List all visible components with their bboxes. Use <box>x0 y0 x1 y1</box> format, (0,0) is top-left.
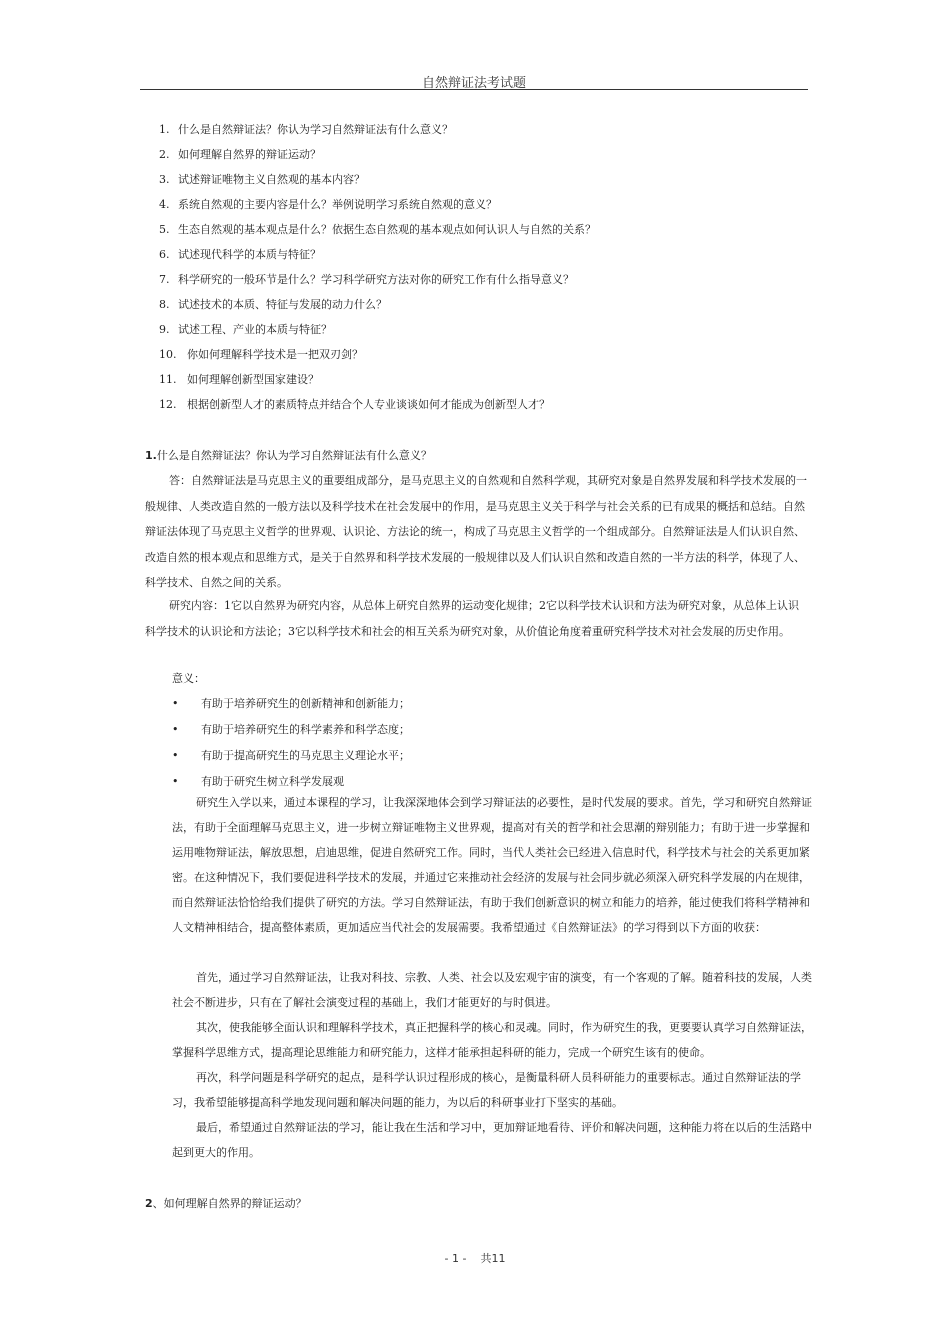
page-number: - 1 - <box>444 1252 467 1265</box>
q1-research-content: 研究内容：1它以自然界为研究内容，从总体上研究自然界的运动变化规律；2它以科学技术认识和方法为研究对象，从总体上认识科学技术的认识论和方法论；3它以科学技术和社会的相互关系为研究对象，从价值论角度着重研究科学技术对社会发展的历史作用。 <box>145 599 799 638</box>
question-list-item <box>159 396 596 421</box>
question-text: 如何理解创新型国家建设？ <box>187 373 319 386</box>
essay-paragraph: 首先，通过学习自然辩证法，让我对科技、宗教、人类、社会以及宏观宇宙的演变，有一个客观的了解。随着科技的发展，人类社会不断进步，只有在了解社会演变过程的基础上，我们才能更好的与时俱进。 <box>172 971 812 1009</box>
meaning-text: 有助于提高研究生的马克思主义理论水平； <box>201 749 410 762</box>
page-total: 共11 <box>480 1252 506 1265</box>
meaning-list-item <box>172 721 410 747</box>
page-footer <box>0 1250 950 1266</box>
question-list <box>159 121 596 421</box>
question-text: 系统自然观的主要内容是什么？举例说明学习系统自然观的意义？ <box>178 198 497 211</box>
meaning-text: 有助于研究生树立科学发展观 <box>201 775 344 788</box>
bullet-icon: • <box>172 697 179 710</box>
essay-paragraph: 再次，科学问题是科学研究的起点，是科学认识过程形成的核心，是衡量科研人员科研能力的重要标志。通过自然辩证法的学习，我希望能够提高科学地发现问题和解决问题的能力，为以后的科研事业打下坚实的基础。 <box>172 1071 801 1109</box>
question-text: 试述工程、产业的本质与特征？ <box>178 323 332 336</box>
question-number: 3. <box>159 173 170 186</box>
question-number: 1. <box>159 123 170 136</box>
q1-heading <box>145 447 432 465</box>
q2-number: 2 <box>145 1197 153 1210</box>
question-text: 如何理解自然界的辩证运动？ <box>178 148 321 161</box>
question-list-item <box>159 296 596 321</box>
meaning-list-item <box>172 747 410 773</box>
question-list-item <box>159 346 596 371</box>
question-number: 6. <box>159 248 170 261</box>
question-text: 什么是自然辩证法？你认为学习自然辩证法有什么意义？ <box>178 123 453 136</box>
meaning-label: 意义： <box>172 672 205 685</box>
header-divider <box>140 89 808 90</box>
question-list-item <box>159 246 596 271</box>
question-text: 你如何理解科学技术是一把双刃剑？ <box>187 348 363 361</box>
question-number: 4. <box>159 198 170 211</box>
page-header-title: 自然辩证法考试题 <box>421 76 526 91</box>
question-text: 试述现代科学的本质与特征？ <box>178 248 321 261</box>
meaning-text: 有助于培养研究生的创新精神和创新能力； <box>201 697 410 710</box>
meaning-list-item <box>172 695 410 721</box>
q1-title: 什么是自然辩证法？你认为学习自然辩证法有什么意义？ <box>156 449 432 462</box>
question-number: 9. <box>159 323 170 336</box>
question-list-item <box>159 371 596 396</box>
question-list-item <box>159 146 596 171</box>
question-list-item <box>159 321 596 346</box>
question-number: 12. <box>159 398 177 411</box>
q1-answer: 答：自然辩证法是马克思主义的重要组成部分，是马克思主义的自然观和自然科学观，其研究对象是自然界发展和科学技术发展的一般规律、人类改造自然的一般方法以及科学技术在社会发展中的作用，是马克思主义关于科学与社会关系的已有成果的概括和总结。自然辩证法体现了马克思主义哲学的世界观、认识论、方法论的统一，构成了马克思主义哲学的一个组成部分。自然辩证法是人们认识自然、改造自然的根本观点和思维方式，是关于自然界和科学技术发展的一般规律以及人们认识自然和改造自然的一半方法的科学，体现了人、科学技术、自然之间的关系。 <box>145 474 807 589</box>
question-text: 试述技术的本质、特征与发展的动力什么？ <box>178 298 387 311</box>
bullet-icon: • <box>172 775 179 788</box>
essay-paragraph: 最后，希望通过自然辩证法的学习，能让我在生活和学习中，更加辩证地看待、评价和解决问题，这种能力将在以后的生活路中起到更大的作用。 <box>172 1121 812 1159</box>
question-number: 7. <box>159 273 170 286</box>
question-number: 10. <box>159 348 177 361</box>
question-list-item <box>159 271 596 296</box>
question-list-item <box>159 221 596 246</box>
meaning-list <box>172 695 410 799</box>
question-text: 根据创新型人才的素质特点并结合个人专业谈谈如何才能成为创新型人才？ <box>187 398 550 411</box>
question-number: 5. <box>159 223 170 236</box>
question-text: 科学研究的一般环节是什么？学习科学研究方法对你的研究工作有什么指导意义？ <box>178 273 574 286</box>
q1-number: 1. <box>145 449 157 462</box>
bullet-icon: • <box>172 749 179 762</box>
question-number: 8. <box>159 298 170 311</box>
question-list-item <box>159 196 596 221</box>
q2-heading <box>145 1195 307 1213</box>
bullet-icon: • <box>172 723 179 736</box>
meaning-text: 有助于培养研究生的科学素养和科学态度； <box>201 723 410 736</box>
question-text: 生态自然观的基本观点是什么？依据生态自然观的基本观点如何认识人与自然的关系？ <box>178 223 596 236</box>
question-list-item <box>159 171 596 196</box>
question-number: 11. <box>159 373 177 386</box>
essay-paragraph: 其次，使我能够全面认识和理解科学技术，真正把握科学的核心和灵魂。同时，作为研究生的我，更要要认真学习自然辩证法，掌握科学思维方式，提高理论思维能力和研究能力，这样才能承担起科研的能力，完成一个研究生该有的使命。 <box>172 1021 812 1059</box>
essay-paragraph: 研究生入学以来，通过本课程的学习，让我深深地体会到学习辩证法的必要性，是时代发展的要求。首先，学习和研究自然辩证法，有助于全面理解马克思主义，进一步树立辩证唯物主义世界观，提高对有关的哲学和社会思潮的辩别能力；有助于进一步掌握和运用唯物辩证法，解放思想，启迪思维，促进自然研究工作。同时，当代人类社会已经进入信息时代，科学技术与社会的关系更加紧密。在这种情况下，我们要促进科学技术的发展，并通过它来推动社会经济的发展与社会同步就必须深入研究科学发展的内在规律，而自然辩证法恰恰给我们提供了研究的方法。学习自然辩证法，有助于我们创新意识的树立和能力的培养，能过使我们将科学精神和人文精神相结合，提高整体素质，更加适应当代社会的发展需要。我希望通过《自然辩证法》的学习得到以下方面的收获： <box>172 796 812 934</box>
question-text: 试述辩证唯物主义自然观的基本内容？ <box>178 173 365 186</box>
question-list-item <box>159 121 596 146</box>
q2-title: 、如何理解自然界的辩证运动？ <box>152 1197 307 1210</box>
question-number: 2. <box>159 148 170 161</box>
